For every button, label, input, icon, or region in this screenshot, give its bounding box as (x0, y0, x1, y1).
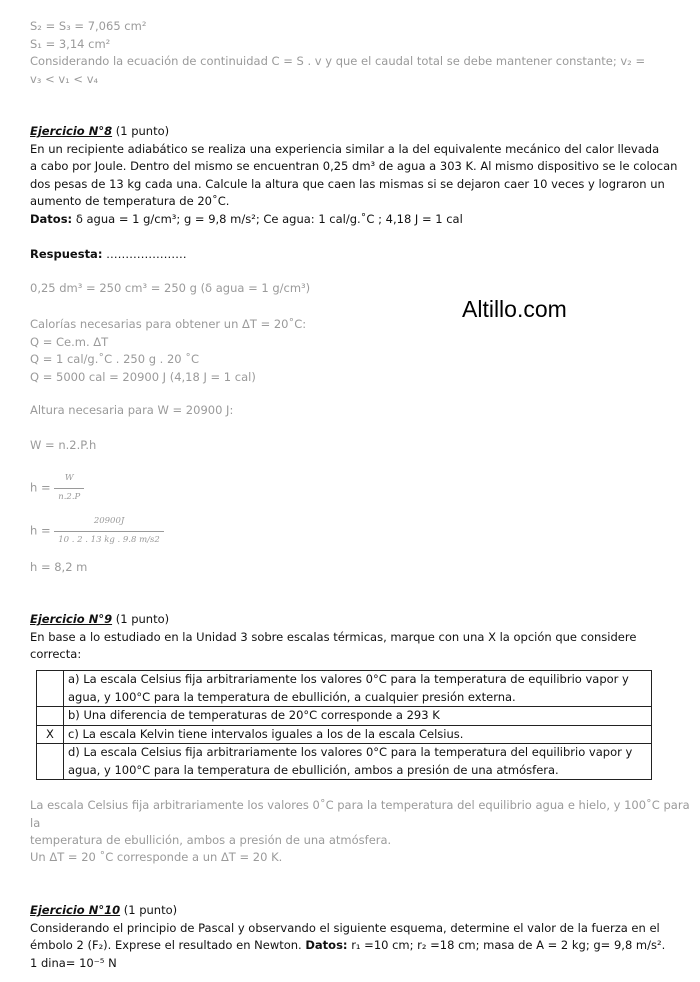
fraction-denominator: n.2.P (54, 488, 84, 507)
option-text: d) La escala Celsius fija arbitrariamente los valores 0°C para la temperatura del equilibrio vapor y agua, y 100°C para la temperatura de ebullición, ambos a presión de una atmósfera. (64, 744, 652, 780)
top-notes (30, 18, 688, 88)
statement-line (30, 937, 688, 955)
formula-prefix: h = (30, 480, 55, 495)
solution-line: Q = Ce.m. ΔT (30, 334, 109, 349)
statement-line: 1 dina= 10⁻⁵ N (30, 955, 117, 970)
exercise-9-note: Un ΔT = 20 ˚C corresponde a un ΔT = 20 K. (30, 850, 283, 864)
option-mark-cell[interactable] (37, 744, 64, 780)
respuesta-line (30, 246, 688, 264)
exercise-heading (30, 123, 688, 141)
note-line: S₁ = 3,14 cm² (30, 36, 111, 51)
fraction (54, 470, 84, 506)
solution-height-formula (30, 470, 688, 506)
exercise-10 (30, 902, 688, 972)
statement-line: Considerando el principio de Pascal y observando el siguiente esquema, determine el valor de la fuerza en el (30, 920, 660, 935)
exercise-8 (30, 123, 688, 228)
watermark: Altillo.com (462, 296, 567, 322)
note-line: v₃ < v₁ < v₄ (30, 71, 99, 86)
option-row (37, 707, 652, 726)
fraction-numerator: 20900J (93, 516, 125, 526)
datos-text: δ agua = 1 g/cm³; g = 9,8 m/s²; Ce agua: 1 cal/g.˚C ; 4,18 J = 1 cal (75, 211, 463, 226)
solution-work-formula: W = n.2.P.h (30, 438, 97, 452)
exercise-heading (30, 611, 688, 629)
formula-prefix: h = (30, 523, 55, 538)
fraction (54, 513, 164, 549)
respuesta-label: Respuesta: (30, 247, 103, 261)
option-text: c) La escala Kelvin tiene intervalos iguales a los de la escala Celsius. (64, 725, 652, 744)
statement-text: émbolo 2 (F₂). Exprese el resultado en Newton. (30, 938, 302, 952)
option-mark-cell[interactable] (37, 671, 64, 707)
exercise-points: (1 punto) (115, 124, 170, 138)
solution-height-intro: Altura necesaria para W = 20900 J: (30, 403, 234, 417)
solution-line: Q = 5000 cal = 20900 J (4,18 J = 1 cal) (30, 369, 256, 384)
exercise-points: (1 punto) (123, 903, 178, 917)
respuesta-dots: ………………… (106, 247, 187, 261)
exercise-title: Ejercicio N°8 (30, 124, 113, 138)
note-line: La escala Celsius fija arbitrariamente los valores 0˚C para la temperatura del equilibrio agua e hielo, y 100˚C para la (30, 798, 690, 830)
datos-text: r₁ =10 cm; r₂ =18 cm; masa de A = 2 kg; g= 9,8 m/s². (351, 938, 666, 952)
statement-line: En base a lo estudiado en la Unidad 3 sobre escalas térmicas, marque con una X la opción que considere (30, 629, 637, 644)
note-line: S₂ = S₃ = 7,065 cm² (30, 19, 147, 33)
statement-line: aumento de temperatura de 20˚C. (30, 194, 230, 208)
datos-line (30, 211, 688, 229)
exercise-heading (30, 902, 688, 920)
exercise-title: Ejercicio N°9 (30, 612, 113, 626)
option-row (37, 671, 652, 707)
note-line: Considerando la ecuación de continuidad C = S . v y que el caudal total se debe mantener constante; v₂ = (30, 54, 646, 68)
option-row (37, 725, 652, 744)
options-table (36, 670, 652, 780)
statement-line: correcta: (30, 647, 82, 661)
note-line: temperatura de ebullición, ambos a presión de una atmósfera. (30, 833, 392, 847)
solution-conversion: 0,25 dm³ = 250 cm³ = 250 g (δ agua = 1 g/cm³) (30, 281, 311, 295)
option-text: a) La escala Celsius fija arbitrariamente los valores 0°C para la temperatura de equilibrio vapor y agua, y 100°C para la temperatura de ebullición, a cualquier presión externa. (64, 671, 652, 707)
solution-result: h = 8,2 m (30, 560, 88, 574)
option-mark-cell[interactable] (37, 707, 64, 726)
option-row (37, 744, 652, 780)
solution-calories (30, 316, 688, 386)
solution-line: Q = 1 cal/g.˚C . 250 g . 20 ˚C (30, 352, 200, 366)
exercise-title: Ejercicio N°10 (30, 903, 121, 917)
option-mark-cell[interactable]: X (37, 725, 64, 744)
statement-line: dos pesas de 13 kg cada una. Calcule la altura que caen las mismas si se dejaron caer 10 veces y lograron un (30, 176, 665, 191)
fraction-denominator: 10 . 2 . 13 kg . 9.8 m/s2 (54, 531, 164, 550)
statement-line: a cabo por Joule. Dentro del mismo se encuentran 0,25 dm³ de agua a 303 K. Al mismo dispositivo se le colocan (30, 159, 678, 173)
solution-height-substitution (30, 513, 688, 549)
exercise-9 (30, 611, 688, 664)
option-text: b) Una diferencia de temperaturas de 20°C corresponde a 293 K (64, 707, 652, 726)
solution-line: Calorías necesarias para obtener un ΔT = 20˚C: (30, 317, 307, 331)
exercise-9-notes (30, 797, 696, 850)
datos-label: Datos: (305, 938, 348, 952)
exercise-points: (1 punto) (115, 612, 170, 626)
statement-line: En un recipiente adiabático se realiza una experiencia similar a la del equivalente mecánico del calor llevada (30, 141, 660, 156)
fraction-numerator: W (64, 473, 74, 483)
datos-label: Datos: (30, 211, 73, 226)
